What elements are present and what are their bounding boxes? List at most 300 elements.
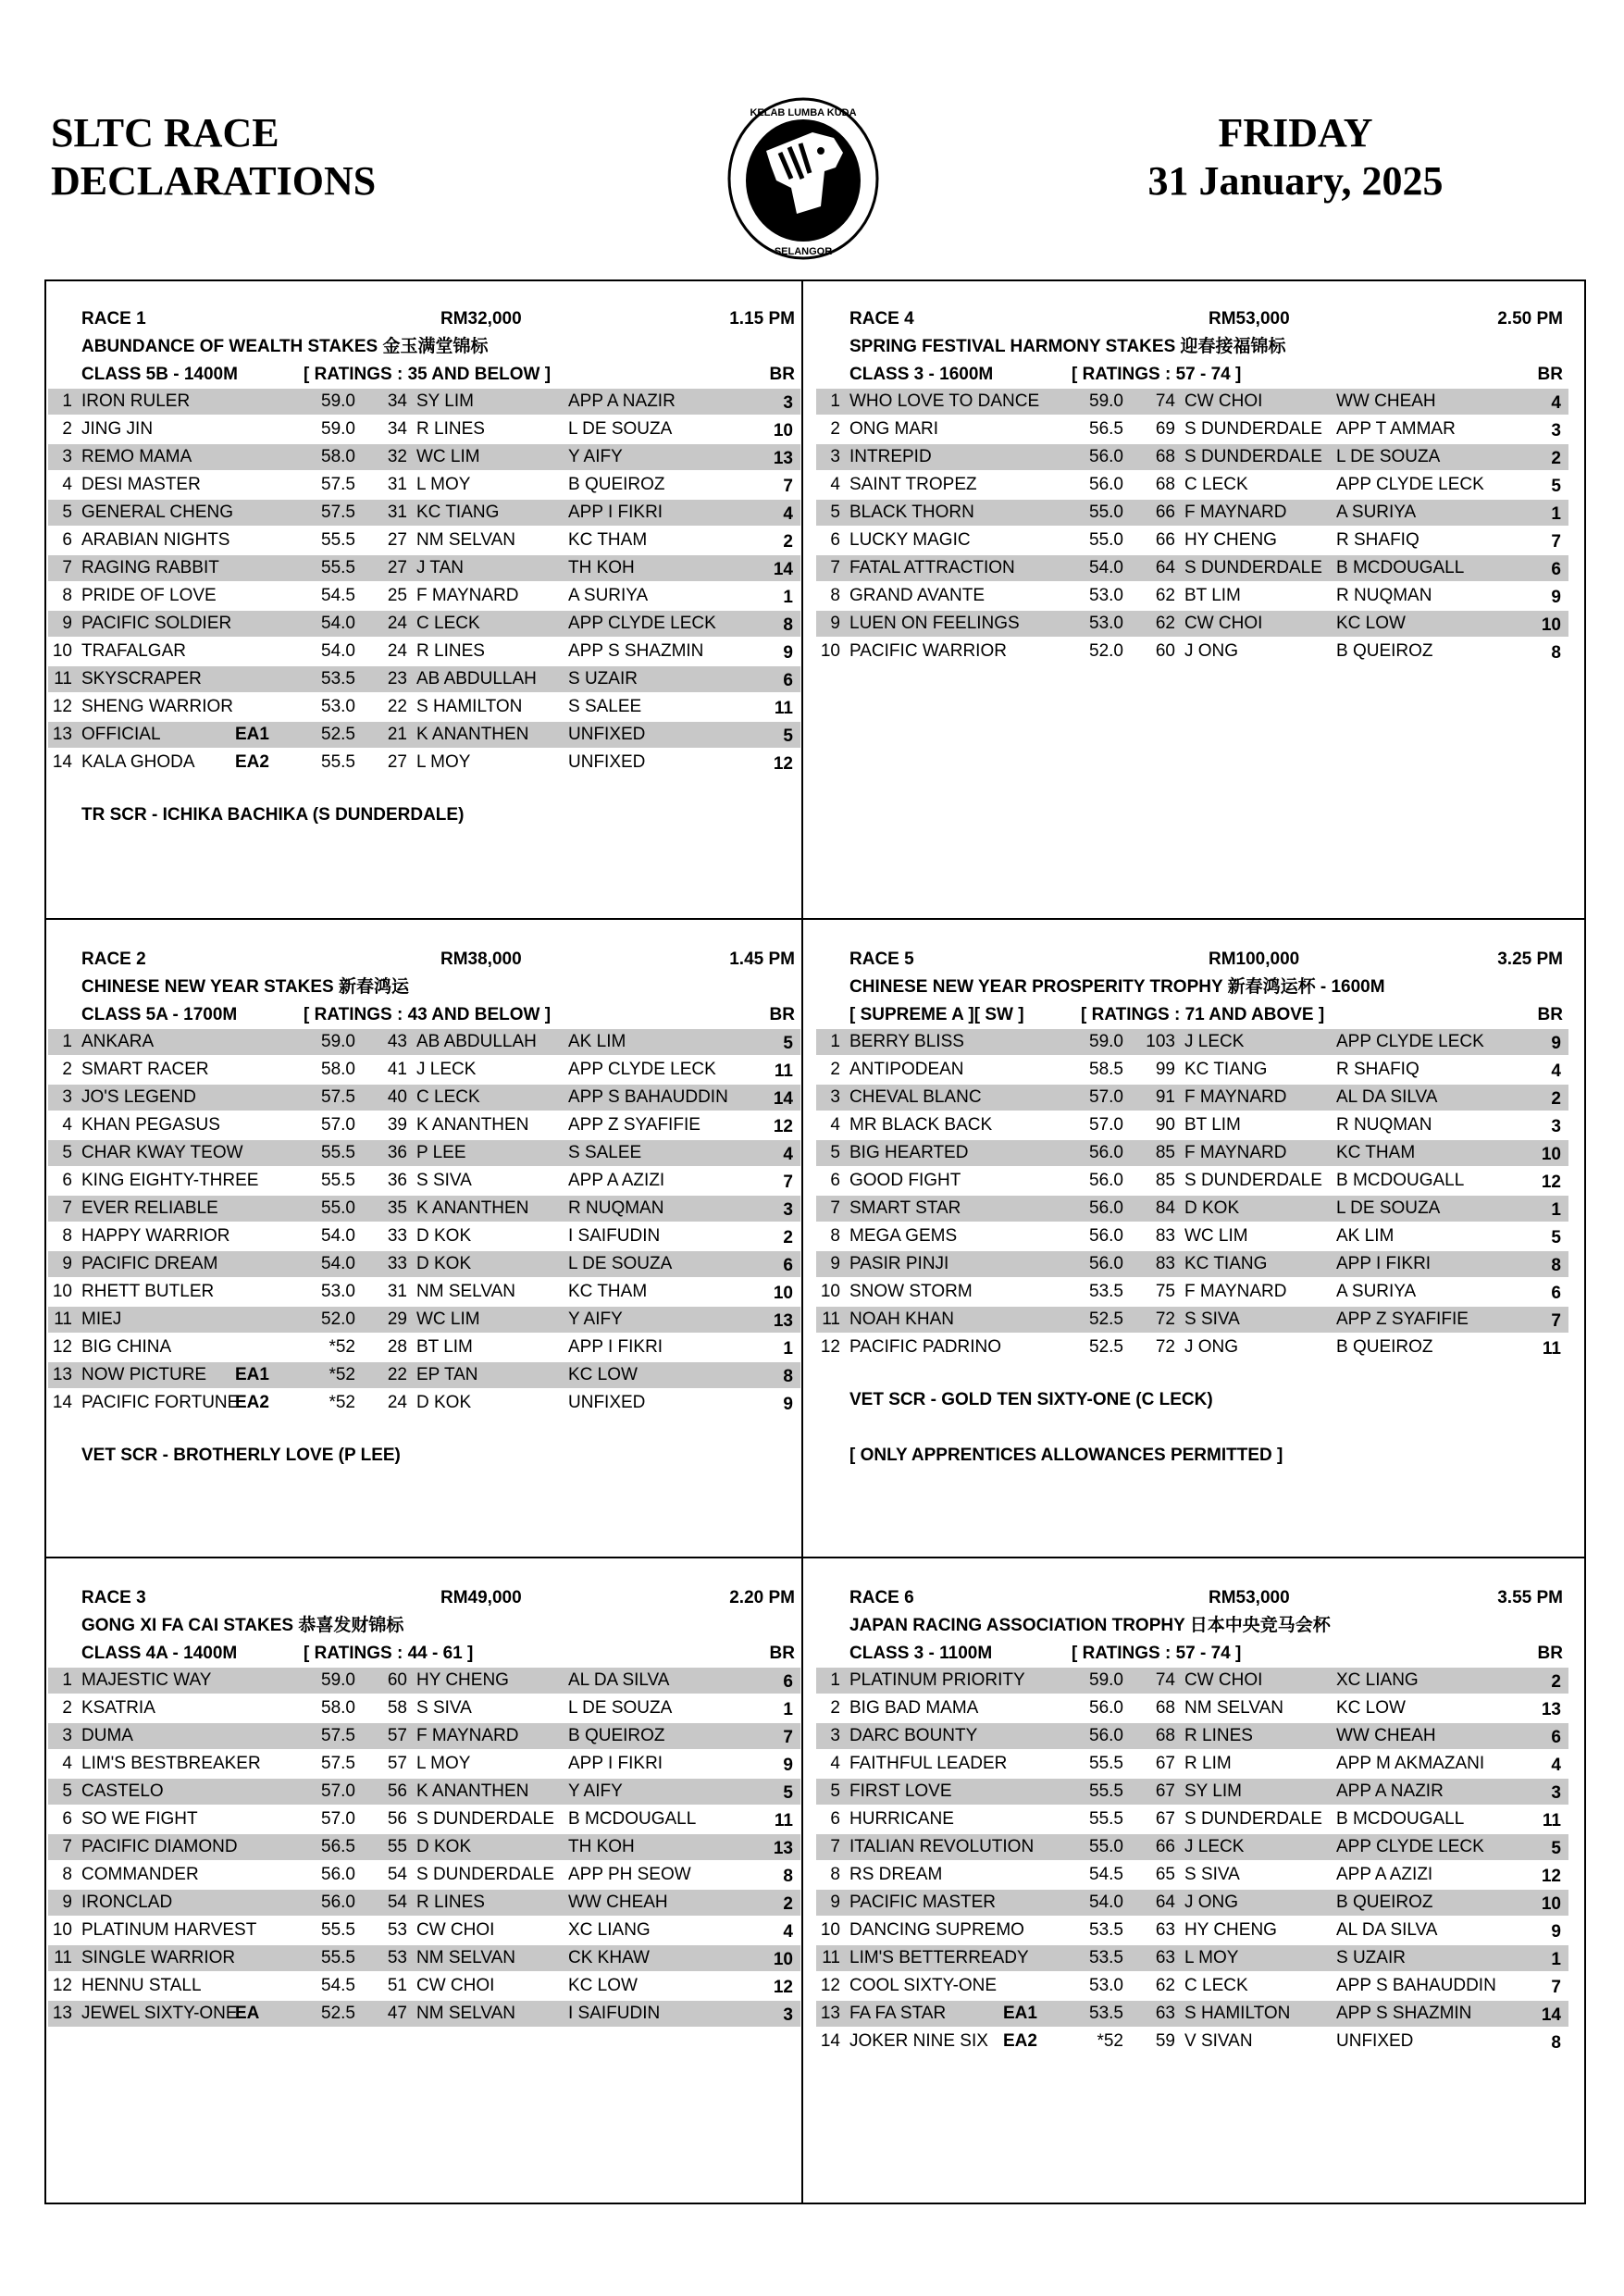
race-time: 3.25 PM [1497, 949, 1563, 969]
horse-name: SNOW STORM [849, 1282, 973, 1301]
runner-row [816, 1279, 1568, 1305]
trainer-name: KC LOW [568, 1976, 638, 1995]
horse-name: PACIFIC DIAMOND [81, 1837, 238, 1856]
trainer-name: R NUQMAN [1336, 1115, 1432, 1135]
race-number: RACE 3 [81, 1588, 146, 1607]
jockey-name: V SIVAN [1184, 2031, 1253, 2051]
jockey-name: NM SELVAN [416, 1948, 515, 1967]
horse-rating: 62 [1155, 1976, 1175, 1995]
jockey-name: D KOK [416, 1393, 472, 1412]
horse-name: SMART RACER [81, 1060, 209, 1079]
runner-row [816, 1085, 1568, 1111]
horse-rating: 83 [1155, 1254, 1175, 1273]
barrier-draw: 9 [1551, 1922, 1561, 1942]
horse-name: PACIFIC WARRIOR [849, 641, 1007, 661]
horse-name: CHAR KWAY TEOW [81, 1143, 243, 1162]
runner-number: 10 [820, 1282, 840, 1301]
horse-rating: 68 [1155, 1726, 1175, 1745]
race-time: 2.50 PM [1497, 309, 1563, 329]
horse-name: PACIFIC MASTER [849, 1893, 996, 1912]
horse-rating: 31 [387, 475, 407, 494]
grid-divider-horizontal [44, 1557, 1586, 1558]
horse-name: BIG CHINA [81, 1337, 172, 1357]
jockey-name: F MAYNARD [1184, 503, 1287, 522]
runner-number: 1 [62, 391, 72, 411]
horse-rating: 25 [387, 586, 407, 605]
jockey-name: BT LIM [416, 1337, 473, 1357]
handicap-weight: 58.0 [321, 1060, 355, 1079]
trainer-name: L DE SOUZA [568, 1254, 673, 1273]
barrier-draw: 4 [1551, 1756, 1561, 1775]
trainer-name: APP Z SYAFIFIE [568, 1115, 700, 1135]
race-prize: RM53,000 [1209, 1588, 1290, 1607]
runner-row [816, 1806, 1568, 1832]
horse-name: FA FA STAR [849, 2004, 947, 2023]
runner-row [48, 1279, 800, 1305]
barrier-draw: 5 [1551, 1228, 1561, 1247]
runner-number: 7 [830, 1198, 840, 1218]
horse-rating: 68 [1155, 447, 1175, 466]
horse-name: NOAH KHAN [849, 1309, 954, 1329]
trainer-name: TH KOH [568, 558, 635, 577]
jockey-name: J LECK [1184, 1837, 1245, 1856]
horse-name: FAITHFUL LEADER [849, 1754, 1008, 1773]
logo-text-top: KELAB LUMBA KUDA [750, 107, 857, 118]
horse-rating: 66 [1155, 530, 1175, 550]
trainer-name: WW CHEAH [568, 1893, 668, 1912]
handicap-weight: 55.5 [321, 1920, 355, 1940]
emergency-acceptor: EA1 [235, 1365, 269, 1384]
runner-number: 13 [52, 725, 72, 744]
horse-name: DESI MASTER [81, 475, 201, 494]
handicap-weight: 57.5 [321, 1726, 355, 1745]
runner-number: 9 [830, 1254, 840, 1273]
runner-number: 2 [830, 1060, 840, 1079]
race-panel [816, 946, 1568, 1538]
handicap-weight: *52 [329, 1337, 355, 1357]
document-title [51, 109, 376, 205]
horse-name: DUMA [81, 1726, 133, 1745]
handicap-weight: 54.0 [321, 614, 355, 633]
runner-number: 3 [830, 1726, 840, 1745]
jockey-name: D KOK [416, 1226, 472, 1246]
jockey-name: WC LIM [416, 447, 480, 466]
grid-divider-vertical [801, 279, 803, 2204]
handicap-weight: 59.0 [321, 1032, 355, 1051]
horse-rating: 41 [387, 1060, 407, 1079]
handicap-weight: 54.0 [321, 641, 355, 661]
runner-row [48, 750, 800, 776]
runner-number: 10 [52, 1920, 72, 1940]
runner-number: 6 [62, 1171, 72, 1190]
jockey-name: K ANANTHEN [416, 1781, 529, 1801]
horse-rating: 63 [1155, 2004, 1175, 2023]
runner-row [816, 444, 1568, 470]
runner-number: 2 [830, 419, 840, 439]
runner-row [816, 1890, 1568, 1916]
race-prize: RM49,000 [440, 1588, 522, 1607]
runner-row [816, 389, 1568, 415]
horse-name: BERRY BLISS [849, 1032, 964, 1051]
barrier-draw: 11 [774, 699, 793, 718]
runner-number: 7 [830, 1837, 840, 1856]
emergency-acceptor: EA2 [235, 1393, 269, 1412]
horse-rating: 33 [387, 1226, 407, 1246]
race-class-row [816, 1001, 1568, 1029]
handicap-weight: 57.0 [321, 1781, 355, 1801]
trainer-name: APP I FIKRI [1336, 1254, 1432, 1273]
horse-rating: 27 [387, 558, 407, 577]
horse-name: RS DREAM [849, 1865, 943, 1884]
handicap-weight: 53.5 [1089, 1282, 1123, 1301]
runner-number: 1 [830, 1670, 840, 1690]
jockey-name: F MAYNARD [1184, 1143, 1287, 1162]
jockey-name: C LECK [416, 614, 480, 633]
horse-name: PLATINUM HARVEST [81, 1920, 257, 1940]
runner-row [816, 639, 1568, 664]
handicap-weight: 57.0 [321, 1809, 355, 1829]
runner-number: 7 [62, 1837, 72, 1856]
runner-row [816, 1223, 1568, 1249]
trainer-name: APP PH SEOW [568, 1865, 691, 1884]
trainer-name: APP T AMMAR [1336, 419, 1456, 439]
runner-row [48, 722, 800, 748]
jockey-name: S DUNDERDALE [1184, 1809, 1322, 1829]
jockey-name: S DUNDERDALE [416, 1865, 554, 1884]
horse-name: COOL SIXTY-ONE [849, 1976, 998, 1995]
handicap-weight: 56.0 [1089, 1226, 1123, 1246]
horse-rating: 91 [1155, 1087, 1175, 1107]
barrier-draw: 1 [1551, 1200, 1561, 1220]
horse-name: PACIFIC FORTUNE [81, 1393, 240, 1412]
jockey-name: CW CHOI [1184, 391, 1263, 411]
race-ratings: [ RATINGS : 57 - 74 ] [1072, 365, 1242, 384]
runner-row [48, 1668, 800, 1694]
jockey-name: BT LIM [1184, 586, 1241, 605]
barrier-draw: 12 [773, 1978, 793, 1997]
handicap-weight: 55.5 [1089, 1809, 1123, 1829]
horse-name: BIG HEARTED [849, 1143, 969, 1162]
runner-number: 11 [54, 1948, 72, 1967]
handicap-weight: 57.5 [321, 475, 355, 494]
trainer-name: KC THAM [568, 530, 648, 550]
barrier-draw: 12 [773, 754, 793, 774]
horse-name: KHAN PEGASUS [81, 1115, 220, 1135]
barrier-draw: 10 [773, 421, 793, 441]
horse-rating: 29 [387, 1309, 407, 1329]
horse-name: HAPPY WARRIOR [81, 1226, 230, 1246]
barrier-draw: 5 [783, 726, 793, 746]
jockey-name: S SIVA [1184, 1865, 1240, 1884]
race-note: VET SCR - BROTHERLY LOVE (P LEE) [81, 1446, 401, 1465]
jockey-name: L MOY [416, 1754, 471, 1773]
trainer-name: XC LIANG [1336, 1670, 1419, 1690]
runner-row [48, 1223, 800, 1249]
trainer-name: APP M AKMAZANI [1336, 1754, 1485, 1773]
horse-rating: 22 [387, 697, 407, 716]
runner-row [48, 1945, 800, 1971]
handicap-weight: 55.0 [1089, 1837, 1123, 1856]
race-number: RACE 2 [81, 949, 146, 969]
horse-rating: 40 [387, 1087, 407, 1107]
horse-rating: 62 [1155, 614, 1175, 633]
jockey-name: R LINES [1184, 1726, 1253, 1745]
emergency-acceptor: EA2 [235, 752, 269, 772]
barrier-draw: 2 [1551, 1089, 1561, 1109]
runner-row [816, 1668, 1568, 1694]
horse-rating: 34 [387, 391, 407, 411]
trainer-name: AL DA SILVA [1336, 1920, 1438, 1940]
barrier-draw: 2 [783, 1228, 793, 1247]
runner-row [816, 1917, 1568, 1943]
horse-name: PASIR PINJI [849, 1254, 949, 1273]
trainer-name: L DE SOUZA [1336, 447, 1441, 466]
jockey-name: AB ABDULLAH [416, 669, 537, 689]
barrier-draw: 1 [1551, 1950, 1561, 1969]
horse-rating: 72 [1155, 1337, 1175, 1357]
horse-rating: 67 [1155, 1781, 1175, 1801]
runner-row [816, 1251, 1568, 1277]
barrier-draw: 6 [783, 1672, 793, 1692]
club-logo [725, 95, 882, 262]
handicap-weight: 52.5 [321, 2004, 355, 2023]
runner-number: 13 [52, 2004, 72, 2023]
runner-number: 4 [830, 1754, 840, 1773]
horse-rating: 24 [387, 614, 407, 633]
jockey-name: J TAN [416, 558, 465, 577]
barrier-draw: 3 [783, 393, 793, 413]
jockey-name: R LINES [416, 641, 485, 661]
jockey-name: S SIVA [416, 1171, 472, 1190]
barrier-draw: 10 [773, 1284, 793, 1303]
horse-rating: 56 [387, 1809, 407, 1829]
runner-row [816, 1029, 1568, 1055]
race-panel [48, 305, 800, 898]
emergency-acceptor: EA2 [1003, 2031, 1037, 2051]
jockey-name: S DUNDERDALE [1184, 558, 1322, 577]
trainer-name: S SALEE [568, 697, 642, 716]
handicap-weight: 54.0 [321, 1226, 355, 1246]
trainer-name: S SALEE [568, 1143, 642, 1162]
runner-row [816, 1723, 1568, 1749]
runner-number: 4 [830, 475, 840, 494]
runner-number: 5 [830, 503, 840, 522]
runner-number: 12 [52, 1976, 72, 1995]
horse-rating: 69 [1155, 419, 1175, 439]
runner-row [816, 1057, 1568, 1083]
barrier-draw: 1 [1551, 504, 1561, 524]
race-class-row [48, 361, 800, 389]
runner-number: 12 [820, 1337, 840, 1357]
horse-rating: 56 [387, 1781, 407, 1801]
race-prize: RM38,000 [440, 949, 522, 969]
race-number: RACE 1 [81, 309, 146, 329]
runner-number: 8 [62, 1865, 72, 1884]
horse-name: ANKARA [81, 1032, 155, 1051]
barrier-draw: 10 [1541, 1145, 1561, 1164]
trainer-name: APP S BAHAUDDIN [1336, 1976, 1496, 1995]
handicap-weight: 57.5 [321, 503, 355, 522]
horse-name: SMART STAR [849, 1198, 961, 1218]
horse-name: RHETT BUTLER [81, 1282, 215, 1301]
horse-rating: 57 [387, 1754, 407, 1773]
runner-row [48, 639, 800, 664]
runner-row [816, 611, 1568, 637]
barrier-draw: 2 [783, 1894, 793, 1914]
jockey-name: D KOK [1184, 1198, 1240, 1218]
horse-name: ITALIAN REVOLUTION [849, 1837, 1035, 1856]
runner-number: 5 [830, 1781, 840, 1801]
runner-row [816, 1140, 1568, 1166]
jockey-name: F MAYNARD [1184, 1282, 1287, 1301]
trainer-name: WW CHEAH [1336, 1726, 1436, 1745]
barrier-draw: 11 [774, 1811, 793, 1831]
horse-name: FATAL ATTRACTION [849, 558, 1015, 577]
horse-name: MR BLACK BACK [849, 1115, 993, 1135]
race-number: RACE 4 [849, 309, 914, 329]
runner-number: 2 [62, 419, 72, 439]
runner-number: 11 [54, 1309, 72, 1329]
handicap-weight: 56.0 [1089, 1726, 1123, 1745]
barrier-draw: 5 [783, 1034, 793, 1053]
horse-rating: 47 [387, 2004, 407, 2023]
runner-number: 5 [830, 1143, 840, 1162]
runner-row [48, 1057, 800, 1083]
horse-name: MAJESTIC WAY [81, 1670, 212, 1690]
race-ratings: [ RATINGS : 35 AND BELOW ] [304, 365, 552, 384]
handicap-weight: 57.0 [321, 1115, 355, 1135]
horse-rating: 55 [387, 1837, 407, 1856]
horse-name: CASTELO [81, 1781, 164, 1801]
barrier-draw: 8 [783, 1867, 793, 1886]
handicap-weight: 53.0 [1089, 586, 1123, 605]
horse-rating: 27 [387, 752, 407, 772]
horse-rating: 22 [387, 1365, 407, 1384]
trainer-name: B QUEIROZ [1336, 1337, 1433, 1357]
runner-number: 6 [62, 530, 72, 550]
jockey-name: R LINES [416, 1893, 485, 1912]
jockey-name: J ONG [1184, 1337, 1239, 1357]
trainer-name: R NUQMAN [1336, 586, 1432, 605]
horse-name: GOOD FIGHT [849, 1171, 961, 1190]
runner-number: 8 [62, 586, 72, 605]
barrier-draw: 2 [1551, 1672, 1561, 1692]
jockey-name: NM SELVAN [1184, 1698, 1283, 1718]
runner-row [48, 694, 800, 720]
horse-rating: 66 [1155, 503, 1175, 522]
handicap-weight: 58.5 [1089, 1060, 1123, 1079]
horse-rating: 21 [387, 725, 407, 744]
barrier-draw: 12 [1541, 1173, 1561, 1192]
barrier-draw: 2 [783, 532, 793, 552]
handicap-weight: 59.0 [321, 1670, 355, 1690]
race-day: FRIDAY [1218, 110, 1373, 155]
horse-rating: 36 [387, 1171, 407, 1190]
horse-name: MIEJ [81, 1309, 122, 1329]
barrier-draw: 9 [783, 1756, 793, 1775]
jockey-name: S SIVA [416, 1698, 472, 1718]
jockey-name: S HAMILTON [416, 697, 523, 716]
horse-rating: 51 [387, 1976, 407, 1995]
jockey-name: D KOK [416, 1837, 472, 1856]
runner-number: 3 [62, 1087, 72, 1107]
trainer-name: UNFIXED [568, 725, 646, 744]
horse-rating: 83 [1155, 1226, 1175, 1246]
runner-number: 7 [62, 1198, 72, 1218]
race-prize: RM53,000 [1209, 309, 1290, 329]
handicap-weight: 53.0 [1089, 614, 1123, 633]
handicap-weight: *52 [329, 1393, 355, 1412]
barrier-draw: 6 [1551, 1284, 1561, 1303]
trainer-name: APP A AZIZI [1336, 1865, 1433, 1884]
trainer-name: APP I FIKRI [568, 1754, 663, 1773]
barrier-draw: 4 [783, 1922, 793, 1942]
emergency-acceptor: EA1 [1003, 2004, 1037, 2023]
horse-rating: 23 [387, 669, 407, 689]
barrier-draw: 9 [1551, 588, 1561, 607]
jockey-name: CW CHOI [1184, 614, 1263, 633]
horse-name: LUCKY MAGIC [849, 530, 971, 550]
runner-row [816, 583, 1568, 609]
runner-number: 8 [830, 1226, 840, 1246]
runner-row [48, 1890, 800, 1916]
runner-row [816, 1751, 1568, 1777]
handicap-weight: 56.0 [1089, 1171, 1123, 1190]
horse-rating: 35 [387, 1198, 407, 1218]
barrier-draw: 3 [1551, 421, 1561, 441]
runner-number: 2 [830, 1698, 840, 1718]
trainer-name: WW CHEAH [1336, 391, 1436, 411]
horse-name: EVER RELIABLE [81, 1198, 218, 1218]
trainer-name: APP A NAZIR [568, 391, 676, 411]
horse-rating: 43 [387, 1032, 407, 1051]
horse-rating: 72 [1155, 1309, 1175, 1329]
jockey-name: S DUNDERDALE [1184, 447, 1322, 466]
barrier-draw: 9 [783, 643, 793, 663]
barrier-header: BR [769, 365, 795, 384]
runner-row [48, 1112, 800, 1138]
horse-rating: 74 [1155, 1670, 1175, 1690]
jockey-name: D KOK [416, 1254, 472, 1273]
horse-rating: 24 [387, 641, 407, 661]
trainer-name: AL DA SILVA [1336, 1087, 1438, 1107]
runner-row [48, 1834, 800, 1860]
handicap-weight: 56.0 [321, 1893, 355, 1912]
barrier-header: BR [769, 1005, 795, 1024]
horse-name: JEWEL SIXTY-ONE [81, 2004, 238, 2023]
handicap-weight: 55.5 [1089, 1781, 1123, 1801]
race-class-row [48, 1001, 800, 1029]
handicap-weight: 54.5 [321, 1976, 355, 1995]
horse-name: IRON RULER [81, 391, 191, 411]
barrier-draw: 12 [773, 1117, 793, 1136]
barrier-draw: 4 [783, 1145, 793, 1164]
barrier-draw: 4 [783, 504, 793, 524]
horse-rating: 53 [387, 1948, 407, 1967]
horse-name: CHEVAL BLANC [849, 1087, 982, 1107]
trainer-name: I SAIFUDIN [568, 2004, 661, 2023]
handicap-weight: 59.0 [321, 419, 355, 439]
runner-number: 13 [52, 1365, 72, 1384]
emergency-acceptor: EA [235, 2004, 260, 2023]
runner-row [48, 444, 800, 470]
trainer-name: B QUEIROZ [568, 475, 665, 494]
runner-number: 1 [830, 1032, 840, 1051]
race-number: RACE 6 [849, 1588, 914, 1607]
runner-row [816, 2001, 1568, 2027]
handicap-weight: 59.0 [1089, 391, 1123, 411]
trainer-name: TH KOH [568, 1837, 635, 1856]
